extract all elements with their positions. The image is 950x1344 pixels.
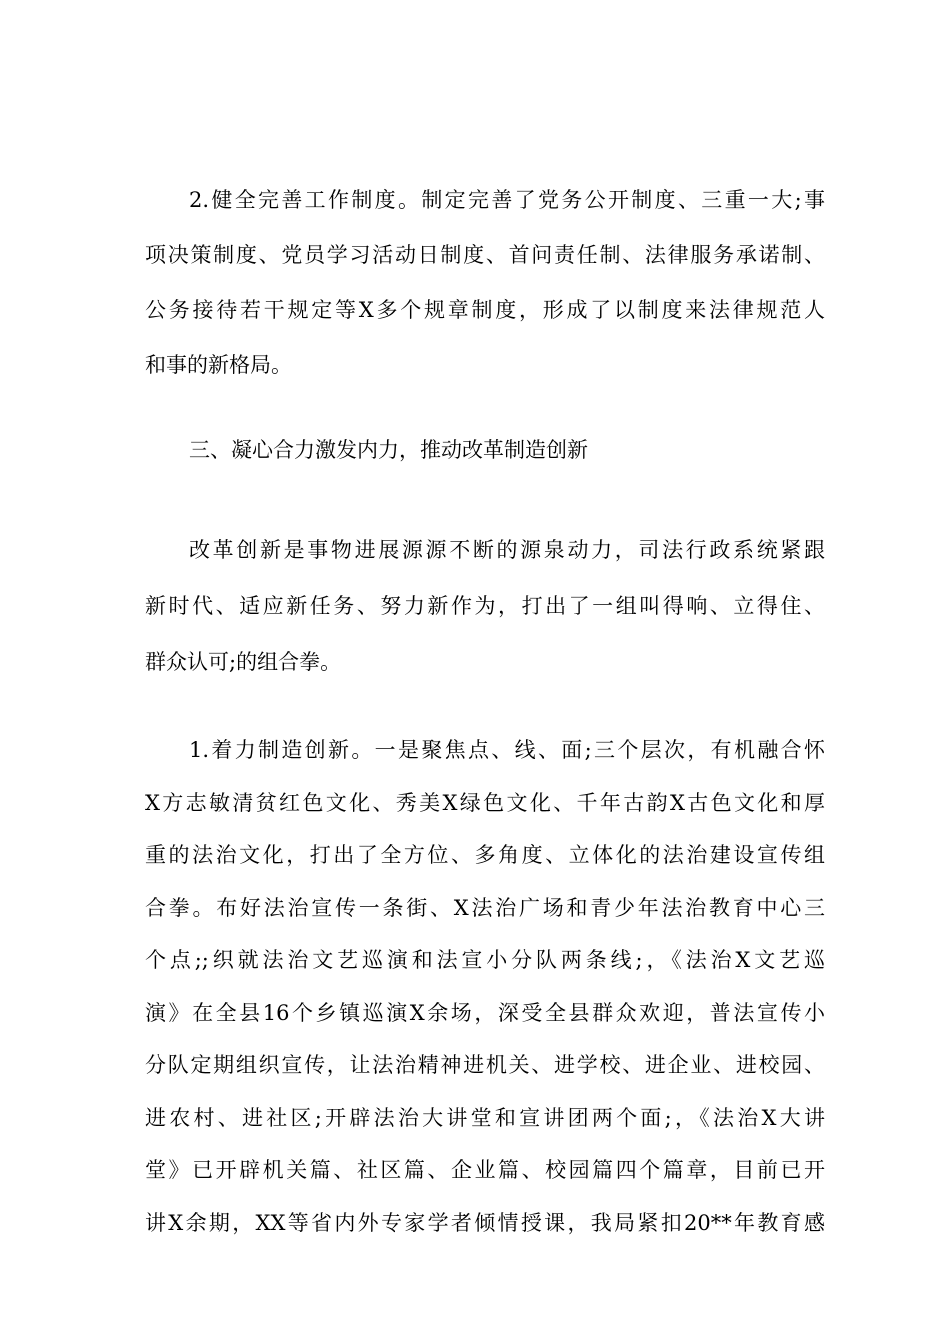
section-heading [145,434,825,466]
text-line: 群众认可;的组合拳。 [145,650,342,674]
text-line: 个点;;织就法治文艺巡演和法宣小分队两条线;，《法治X文艺巡 [145,948,825,972]
text-line: 分队定期组织宣传，让法治精神进机关、进学校、进企业、进校园、 [145,1053,825,1077]
paragraph-reform-innovation [145,534,825,702]
text-line: 新时代、适应新任务、努力新作为，打出了一组叫得响、立得住、 [145,594,825,618]
text-line: 1.着力制造创新。一是聚焦点、线、面;三个层次，有机融合怀 [189,738,825,762]
text-line: 合拳。布好法治宣传一条街、X法治广场和青少年法治教育中心三 [145,895,825,920]
heading-text: 三、凝心合力激发内力，推动改革制造创新 [189,438,588,462]
text-line: 进农村、进社区;开辟法治大讲堂和宣讲团两个面;，《法治X大讲 [145,1105,825,1130]
paragraph-create-innovation [145,734,825,1259]
text-line: 重的法治文化，打出了全方位、多角度、立体化的法治建设宣传组 [145,843,825,867]
text-line: 和事的新格局。 [145,353,292,377]
text-line: X方志敏清贫红色文化、秀美X绿色文化、千年古韵X古色文化和厚 [145,790,825,815]
text-line: 公务接待若干规定等X多个规章制度，形成了以制度来法律规范人 [145,298,825,322]
text-line: 演》在全县16个乡镇巡演X余场，深受全县群众欢迎，普法宣传小 [145,1000,825,1025]
text-line: 讲X余期，XX等省内外专家学者倾情授课，我局紧扣20**年教育感 [145,1210,825,1235]
text-line: 2.健全完善工作制度。制定完善了党务公开制度、三重一大;事 [189,188,825,212]
text-line: 项决策制度、党员学习活动日制度、首问责任制、法律服务承诺制、 [145,243,825,267]
paragraph-work-system [145,184,825,404]
text-line: 堂》已开辟机关篇、社区篇、企业篇、校园篇四个篇章，目前已开 [145,1158,825,1182]
text-line: 改革创新是事物进展源源不断的源泉动力，司法行政系统紧跟 [189,538,825,562]
